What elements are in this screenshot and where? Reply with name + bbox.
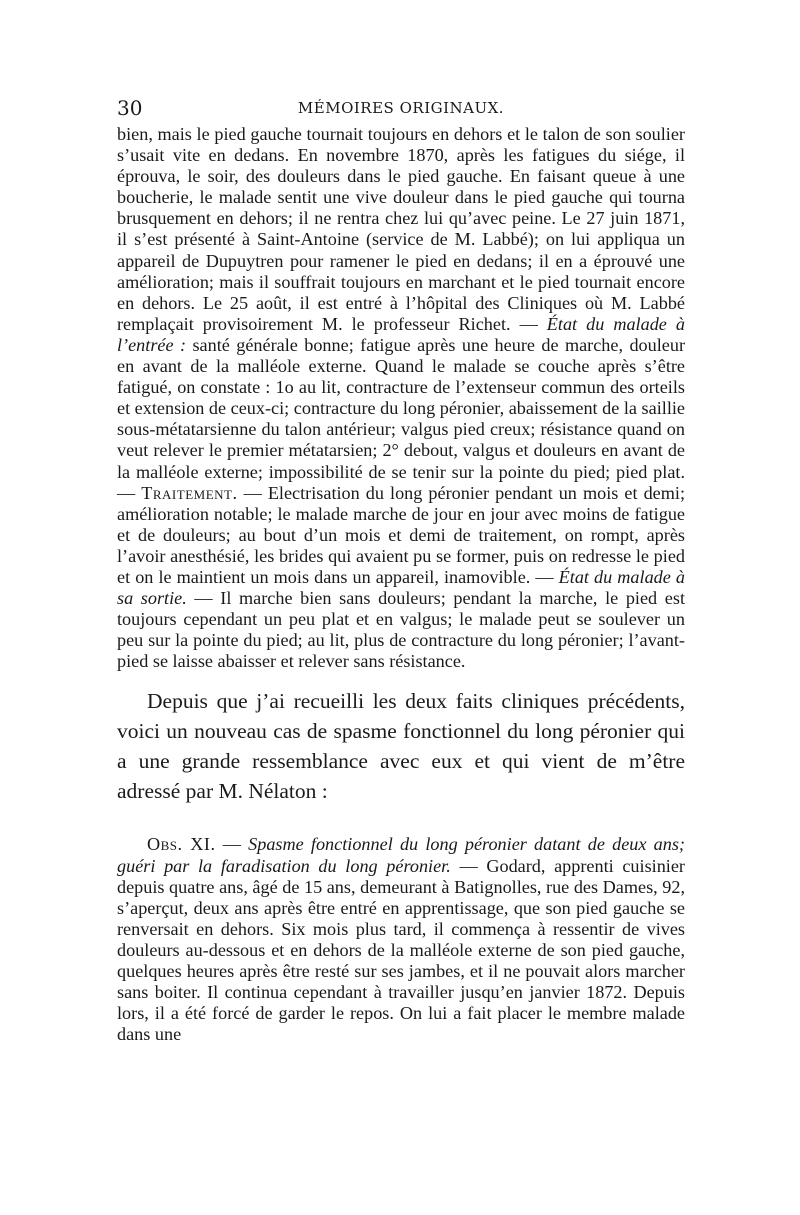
italic-heading-entry-state: État du malade à l’entrée :: [117, 313, 685, 355]
transition-paragraph: Depuis que j’ai recueilli les deux faits cliniques précédents, voici un nouveau cas de spasme fonctionnel du long péronier qui a une grande ressemblance avec eux et qui vient de m’être adressé par M. Nélaton :: [117, 689, 685, 804]
page-number: 30: [117, 96, 143, 120]
running-title: MÉMOIRES ORIGINAUX.: [297, 99, 505, 117]
italic-heading-exit-state: État du malade à sa sortie.: [117, 566, 685, 609]
observation-title: Spasme fonctionnel du long péronier datant de deux ans; guéri par la faradisation du long péronier.: [117, 834, 685, 876]
observation-label: Obs. XI.: [147, 834, 216, 855]
observation-xi-paragraph: [117, 834, 685, 1045]
page-header: [117, 96, 685, 122]
text-run: santé générale bonne; fatigue après une heure de marche, douleur en avant de la malléole externe. Quand le malade se couche après s’être fatigué, on constate : 1o au lit, contracture de l’extenseur commun des orteils et extension de ceux-ci; contracture du long péronier, abaissement de la saillie sous-métatarsienne du talon antérieur; valgus pied creux; résistance quand on veut relever le premier métatarsien; 2° debout, valgus et douleurs en avant de la malléole externe; impossibilité de se tenir sur la pointe du pied; pied plat.—: [117, 334, 685, 503]
small-caps-heading-treatment: Traitement.: [141, 482, 238, 503]
case-continuation-paragraph: [117, 124, 685, 672]
text-run: bien, mais le pied gauche tournait toujours en dehors et le talon de son soulier s’usait vite en dedans. En novembre 1870, après les fatigues du siége, il éprouva, le soir, des douleurs dans le pied gauche. En faisant queue à une boucherie, le malade sentit une vive douleur dans le pied gauche qui tourna brusquement en dehors; il ne rentra chez lui qu’avec peine. Le 27 juin 1871, il s’est présenté à Saint-Antoine (service de M. Labbé); on lui appliqua un appareil de Dupuytren pour ramener le pied en dedans; il en a éprouvé une amélioration; mais il souffrait toujours en marchant et le pied tournait encore en dehors. Le 25 août, il est entré à l’hôpital des Cliniques où M. Labbé remplaçait provisoirement M. le professeur Richet. —: [117, 124, 685, 334]
text-run: — Electrisation du long péronier pendant un mois et demi; amélioration notable; le malade marche de jour en jour avec moins de fatigue et de douleurs; au bout d’un mois et demi de traitement, on rompt, après l’avoir anesthésié, les brides qui avaient pu se former, puis on redresse le pied et on le maintient un mois dans un appareil, inamovible. —: [117, 482, 685, 587]
text-run: —: [215, 834, 249, 855]
text-run: — Godard, apprenti cuisinier depuis quatre ans, âgé de 15 ans, demeurant à Batignolles, rue des Dames, 92, s’aperçut, deux ans après être entré en apprentissage, que son pied gauche se renversait en dehors. Six mois plus tard, il commença à ressentir de vives douleurs au-dessous et en dehors de la malléole externe de son pied gauche, quelques heures après être resté sur ses jambes, et il ne pouvait alors marcher sans boiter. Il continua cependant à travailler jusqu’en janvier 1872. Depuis lors, il a été forcé de garder le repos. On lui a fait placer le membre malade dans une: [117, 855, 685, 1045]
text-run: — Il marche bien sans douleurs; pendant la marche, le pied est toujours cependant un peu plat et en valgus; le malade peut se soulever un peu sur la pointe du pied; au lit, plus de contracture du long péronier; l’avant-pied se laisse abaisser et relever sans résistance.: [117, 588, 685, 672]
book-page: [117, 96, 685, 1045]
